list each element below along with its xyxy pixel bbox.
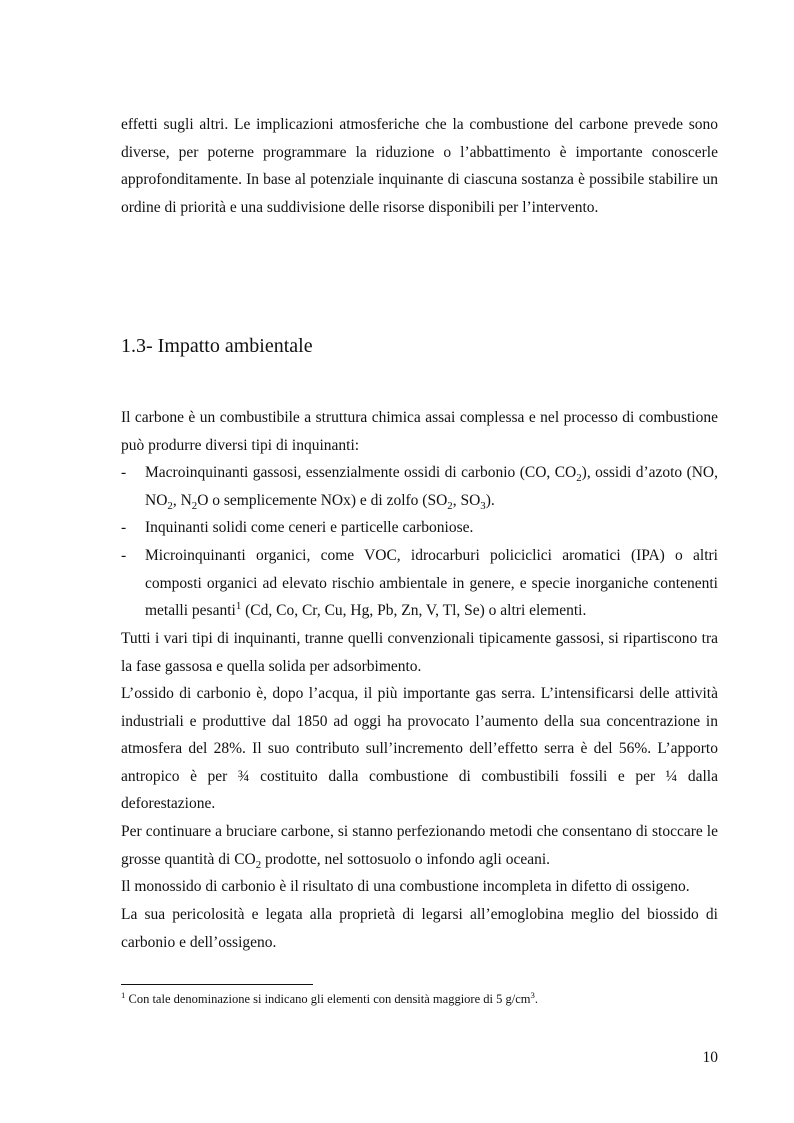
footnote-divider — [121, 984, 313, 985]
bullet-dash: - — [121, 464, 127, 481]
list-item-text: Macroinquinanti gassosi, essenzialmente ossidi di carbonio (CO, $CO_2$), ossidi d’azoto (NO, $NO_2$, $N_2O$ o semplicemente NOx) e di zolfo ($SO_2$, $SO_3$). — [145, 464, 719, 512]
paragraph-inquinanti: Tutti i vari tipi di inquinanti, tranne quelli convenzionali tipicamente gassosi, si ripartiscono tra la fase gassosa e quella solida per adsorbimento. — [121, 630, 718, 675]
intro-paragraph: effetti sugli altri. Le implicazioni atmosferiche che la combustione del carbone prevede sono diverse, per poterne programmare la riduzione o l’abbattimento è importante conoscerle approfonditamente. In base al potenziale inquinante di ciascuna sostanza è possibile stabilire un ordine di priorità e una suddivisione delle risorse disponibili per l’intervento. — [121, 116, 718, 216]
page-number: 10 — [702, 1049, 718, 1066]
bullet-dash: - — [121, 547, 127, 564]
footnote: $^1$ Con tale denominazione si indicano gli elementi con densità maggiore di 5 $g/cm^3$. — [121, 989, 538, 1006]
footnote-marker: 1 — [121, 989, 126, 1000]
paragraph-pericolosita: La sua pericolosità e legata alla proprietà di legarsi all’emoglobina meglio del biossido di carbonio e dell’ossigeno. — [121, 906, 718, 951]
paragraph-ossido-carbonio: L’ossido di carbonio è, dopo l’acqua, il più importante gas serra. L’intensificarsi delle attività industriali e produttive dal 1850 ad oggi ha provocato l’aumento della sua concentrazione in atmosfera del 28%. Il suo contributo sull’incremento dell’effetto serra è del 56%. L’apporto antropico è per ¾ costituito dalla combustione di combustibili fossili e per ¼ dalla deforestazione. — [121, 685, 718, 813]
list-item-macroinquinanti — [121, 459, 718, 514]
list-item-microinquinanti — [121, 542, 718, 625]
paragraph-monossido: Il monossido di carbonio è il risultato di una combustione incompleta in difetto di ossigeno. — [121, 878, 690, 895]
footnote-reference: 1 — [235, 600, 242, 613]
section-title: 1.3- Impatto ambientale — [121, 335, 313, 357]
paragraph-stoccaggio: Per continuare a bruciare carbone, si stanno perfezionando metodi che consentano di stoccare le grosse quantità di $CO_2$ prodotte, nel sottosuolo o infondo agli oceani. — [121, 823, 718, 871]
bullet-dash: - — [121, 519, 127, 536]
list-item-text: Microinquinanti organici, come VOC, idrocarburi policiclici aromatici (IPA) o altri composti organici ad elevato rischio ambientale in genere, e specie inorganiche contenenti metalli pesanti$^1$ (Cd, Co, Cr, Cu, Hg, Pb, Zn, V, Tl, Se) o altri elementi. — [145, 547, 718, 620]
list-item-text: Inquinanti solidi come ceneri e particelle carboniose. — [145, 519, 474, 536]
paragraph-carbone: Il carbone è un combustibile a struttura chimica assai complessa e nel processo di combustione può produrre diversi tipi di inquinanti: — [121, 409, 718, 454]
list-item-inquinanti-solidi — [121, 514, 718, 542]
